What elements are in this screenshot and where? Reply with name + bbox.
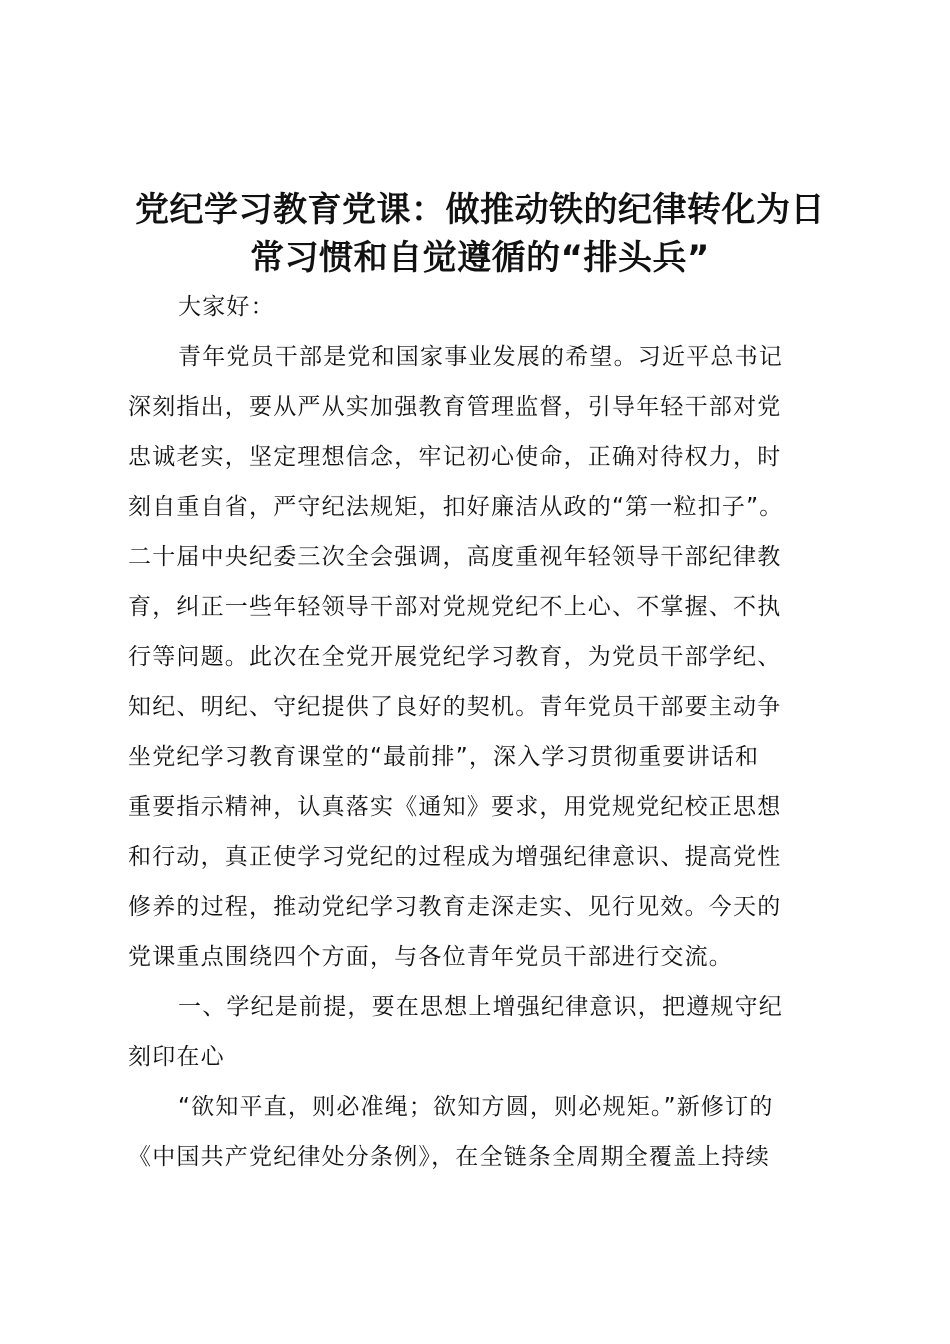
paragraph-line: 育，纠正一些年轻领导干部对党规党纪不上心、不掌握、不执 <box>128 594 782 620</box>
paragraph-line: 重要指示精神，认真落实《通知》要求，用党规党纪校正思想 <box>128 794 782 820</box>
document-body <box>128 282 832 1182</box>
document-title <box>120 186 840 282</box>
paragraph-intro <box>128 332 832 982</box>
paragraph-line: 刻自重自省，严守纪法规矩，扣好廉洁从政的“第一粒扣子”。 <box>128 494 784 520</box>
section-heading-line: 一、学纪是前提，要在思想上增强纪律意识，把遵规守纪 <box>178 994 783 1020</box>
paragraph-line: 青年党员干部是党和国家事业发展的希望。习近平总书记 <box>178 344 783 370</box>
paragraph-line: 行等问题。此次在全党开展党纪学习教育，为党员干部学纪、 <box>128 644 782 670</box>
paragraph-line: 修养的过程，推动党纪学习教育走深走实、见行见效。今天的 <box>128 894 782 920</box>
paragraph-line: 党课重点围绕四个方面，与各位青年党员干部进行交流。 <box>128 944 733 970</box>
greeting: 大家好： <box>178 294 275 320</box>
paragraph-line: 和行动，真正使学习党纪的过程成为增强纪律意识、提高党性 <box>128 844 782 870</box>
paragraph-line: 忠诚老实，坚定理想信念，牢记初心使命，正确对待权力，时 <box>128 444 782 470</box>
paragraph-line: 知纪、明纪、守纪提供了良好的契机。青年党员干部要主动争 <box>128 694 782 720</box>
title-line-1: 党纪学习教育党课：做推动铁的纪律转化为日 <box>135 190 825 230</box>
paragraph-line: “欲知平直，则必准绳；欲知方圆，则必规矩。”新修订的 <box>178 1094 774 1120</box>
section-heading-line: 刻印在心 <box>128 1044 225 1070</box>
paragraph-line: 坐党纪学习教育课堂的“最前排”，深入学习贯彻重要讲话和 <box>128 744 760 770</box>
title-line-2: 常习惯和自觉遵循的“排头兵” <box>250 238 710 278</box>
paragraph-line: 二十届中央纪委三次全会强调，高度重视年轻领导干部纪律教 <box>128 544 782 570</box>
section-heading-1 <box>128 982 832 1082</box>
paragraph-line: 《中国共产党纪律处分条例》，在全链条全周期全覆盖上持续 <box>128 1144 770 1170</box>
paragraph-line: 深刻指出，要从严从实加强教育管理监督，引导年轻干部对党 <box>128 394 782 420</box>
paragraph-section-1 <box>128 1082 832 1182</box>
